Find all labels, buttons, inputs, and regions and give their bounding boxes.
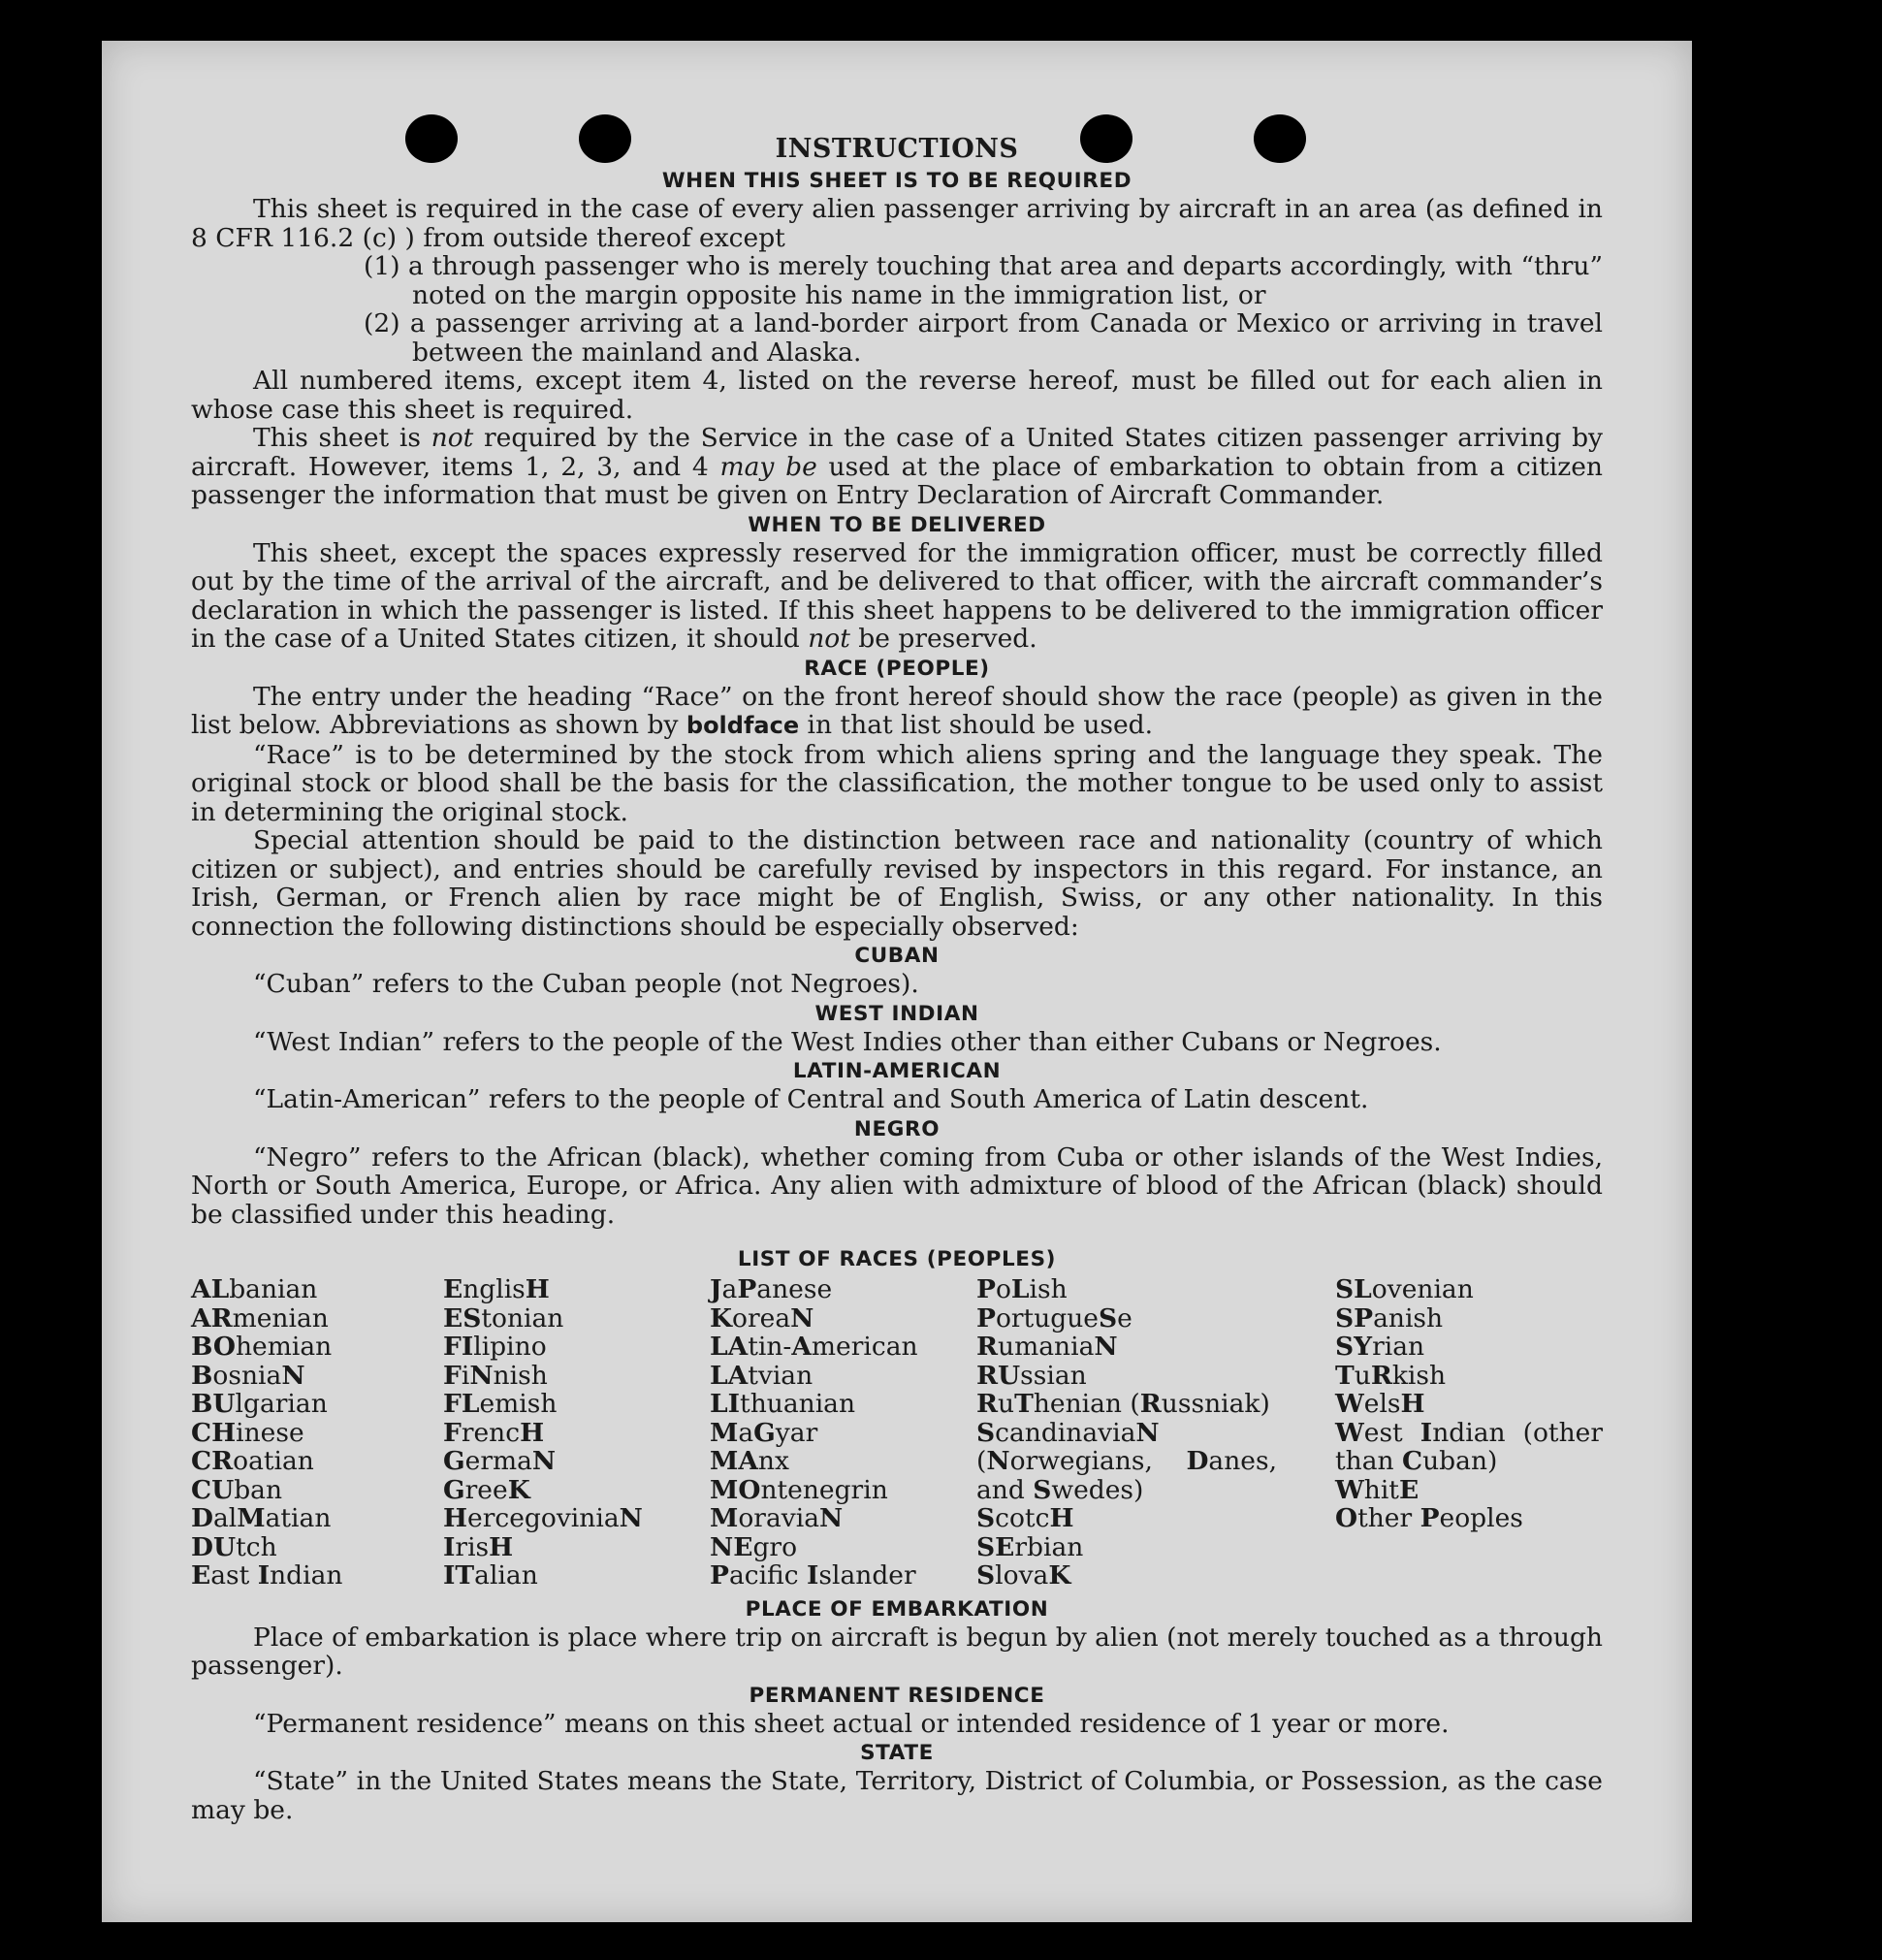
paragraph: “Race” is to be determined by the stock from which aliens spring and the language they speak. The original stock or blood shall be the basis for the classification, the mother tongue to be used only to assist in determining the original stock. — [191, 739, 1603, 827]
races-column-1 — [191, 1275, 443, 1590]
race-item: IrisH — [443, 1531, 514, 1562]
paragraph: This sheet is required in the case of every alien passenger arriving by aircraft in an area (as defined in 8 CFR 116.2 (c) ) from outside thereof except — [191, 194, 1603, 253]
race-item: West Indian (other than Cuban) — [1335, 1417, 1603, 1476]
race-item: LAtin-American — [710, 1332, 918, 1362]
paragraph: The entry under the heading “Race” on the front hereof should show the race (people) as given in the list below. Abbreviations as shown by boldface in that list should be used. — [191, 681, 1603, 740]
race-item: JaPanese — [710, 1274, 833, 1304]
race-item: MoraviaN — [710, 1503, 844, 1533]
race-item: PoLish — [976, 1274, 1068, 1304]
race-item: TuRkish — [1335, 1360, 1447, 1391]
race-item: BUlgarian — [191, 1389, 328, 1419]
race-item: Pacific Islander — [710, 1560, 916, 1590]
paragraph: “Permanent residence” means on this sheet actual or intended residence of 1 year or more. — [253, 1708, 1450, 1739]
race-item: RuThenian (Russniak) — [976, 1389, 1270, 1419]
race-item: SYrian — [1335, 1332, 1425, 1362]
paragraph: This sheet is not required by the Service in the case of a United States citizen passenger arriving by aircraft. However, items 1, 2, 3, and 4 may be used at the place of embarkation to obtain from a citizen passenger the information that must be given on Entry Declaration of Aircraft Commander. — [191, 423, 1604, 510]
heading-cuban: CUBAN — [854, 944, 940, 968]
race-item: CUban — [191, 1474, 283, 1505]
race-item: ITalian — [443, 1560, 538, 1590]
race-item: GermaN — [443, 1446, 557, 1476]
race-item: ALbanian — [191, 1274, 318, 1304]
heading-list-of-races: LIST OF RACES (PEOPLES) — [737, 1247, 1057, 1271]
race-item: DUtch — [191, 1531, 277, 1562]
heading-race: RACE (PEOPLE) — [804, 656, 990, 681]
document-sheet — [102, 41, 1692, 1922]
instructions-content — [191, 97, 1603, 1824]
race-item: RUssian — [976, 1360, 1087, 1391]
races-column-5 — [1335, 1275, 1603, 1590]
race-item: SPanish — [1335, 1302, 1444, 1333]
race-item: EnglisH — [443, 1274, 550, 1304]
race-item: MaGyar — [710, 1417, 818, 1448]
race-item: ARmenian — [191, 1302, 329, 1333]
race-item: HercegoviniaN — [443, 1503, 643, 1533]
race-item: CRoatian — [191, 1446, 314, 1476]
race-item: WhitE — [1335, 1474, 1419, 1505]
race-item: FLemish — [443, 1389, 558, 1419]
paragraph: “Negro” refers to the African (black), whether coming from Cuba or other islands of the West Indies, North or South America, Europe, or Africa. Any alien with admixture of blood of the African (black) should be classified under this heading. — [191, 1141, 1603, 1230]
heading-when-delivered: WHEN TO BE DELIVERED — [748, 512, 1046, 537]
race-item: WelsH — [1335, 1389, 1425, 1419]
list-item: (1) a through passenger who is merely touching that area and departs accordingly, with “thru” noted on the margin opposite his name in the immigration list, or — [364, 251, 1603, 310]
race-item: BosniaN — [191, 1360, 305, 1391]
race-item: SlovaK — [976, 1560, 1071, 1590]
races-list — [191, 1275, 1603, 1590]
paragraph: “Latin-American” refers to the people of Central and South America of Latin descent. — [253, 1084, 1369, 1114]
paragraph: “Cuban” refers to the Cuban people (not Negroes). — [253, 969, 919, 999]
paragraph: Special attention should be paid to the distinction between race and nationality (country of which citizen or subject), and entries should be carefully revised by inspectors in this regard. For instance, an Irish, German, or French alien by race might be of English, Swiss, or any other nationality. In this connection the following distinctions should be especially observed: — [191, 825, 1603, 942]
races-column-2 — [443, 1275, 710, 1590]
race-item: EStonian — [443, 1302, 564, 1333]
race-item: SErbian — [976, 1531, 1084, 1562]
races-column-4 — [976, 1275, 1277, 1590]
race-item: DalMatian — [191, 1503, 332, 1533]
race-item: East Indian — [191, 1560, 343, 1590]
race-item: ScotcH — [976, 1503, 1074, 1533]
heading-latin-american: LATIN-AMERICAN — [792, 1059, 1002, 1083]
paragraph: “State” in the United States means the State, Territory, District of Columbia, or Possession, as the case may be. — [191, 1766, 1603, 1825]
race-item: PortugueSe — [976, 1302, 1132, 1333]
paragraph: “West Indian” refers to the people of the West Indies other than either Cubans or Negroes. — [253, 1026, 1442, 1057]
race-item: FIlipino — [443, 1332, 547, 1362]
race-item: FiNnish — [443, 1360, 548, 1391]
paragraph: This sheet, except the spaces expressly reserved for the immigration officer, must be correctly filled out by the time of the arrival of the aircraft, and be delivered to that officer, with the aircraft commander’s declaration in which the passenger is listed. If this sheet happens to be delivered to the immigration officer in the case of a United States citizen, it should not be preserved. — [191, 537, 1603, 654]
race-item: KoreaN — [710, 1302, 814, 1333]
race-item: MOntenegrin — [710, 1474, 888, 1505]
race-item: FrencH — [443, 1417, 545, 1448]
race-item: CHinese — [191, 1417, 304, 1448]
heading-west-indian: WEST INDIAN — [814, 1001, 979, 1026]
race-item: MAnx — [710, 1446, 789, 1476]
race-item: BOhemian — [191, 1332, 333, 1362]
heading-negro: NEGRO — [853, 1116, 941, 1141]
race-item: LIthuanian — [710, 1389, 856, 1419]
heading-embarkation: PLACE OF EMBARKATION — [745, 1596, 1049, 1622]
race-item: GreeK — [443, 1474, 530, 1505]
race-item: ScandinaviaN (Norwegians, Danes, and Swedes) — [976, 1417, 1277, 1505]
race-item: Other Peoples — [1335, 1503, 1523, 1533]
heading-permanent-residence: PERMANENT RESIDENCE — [749, 1683, 1045, 1708]
paragraph: Place of embarkation is place where trip on aircraft is begun by alien (not merely touched as a through passenger). — [191, 1622, 1603, 1681]
heading-state: STATE — [860, 1741, 934, 1765]
races-column-3 — [710, 1275, 976, 1590]
race-item: RumaniaN — [976, 1332, 1118, 1362]
race-item: SLovenian — [1335, 1274, 1474, 1304]
heading-when-required: WHEN THIS SHEET IS TO BE REQUIRED — [661, 169, 1132, 193]
race-item: LAtvian — [710, 1360, 813, 1391]
race-item: NEgro — [710, 1531, 798, 1562]
paragraph: All numbered items, except item 4, listed on the reverse hereof, must be filled out for each alien in whose case this sheet is required. — [191, 366, 1603, 425]
page-title: INSTRUCTIONS — [775, 134, 1019, 164]
list-item: (2) a passenger arriving at a land-border airport from Canada or Mexico or arriving in travel between the mainland and Alaska. — [364, 308, 1603, 368]
